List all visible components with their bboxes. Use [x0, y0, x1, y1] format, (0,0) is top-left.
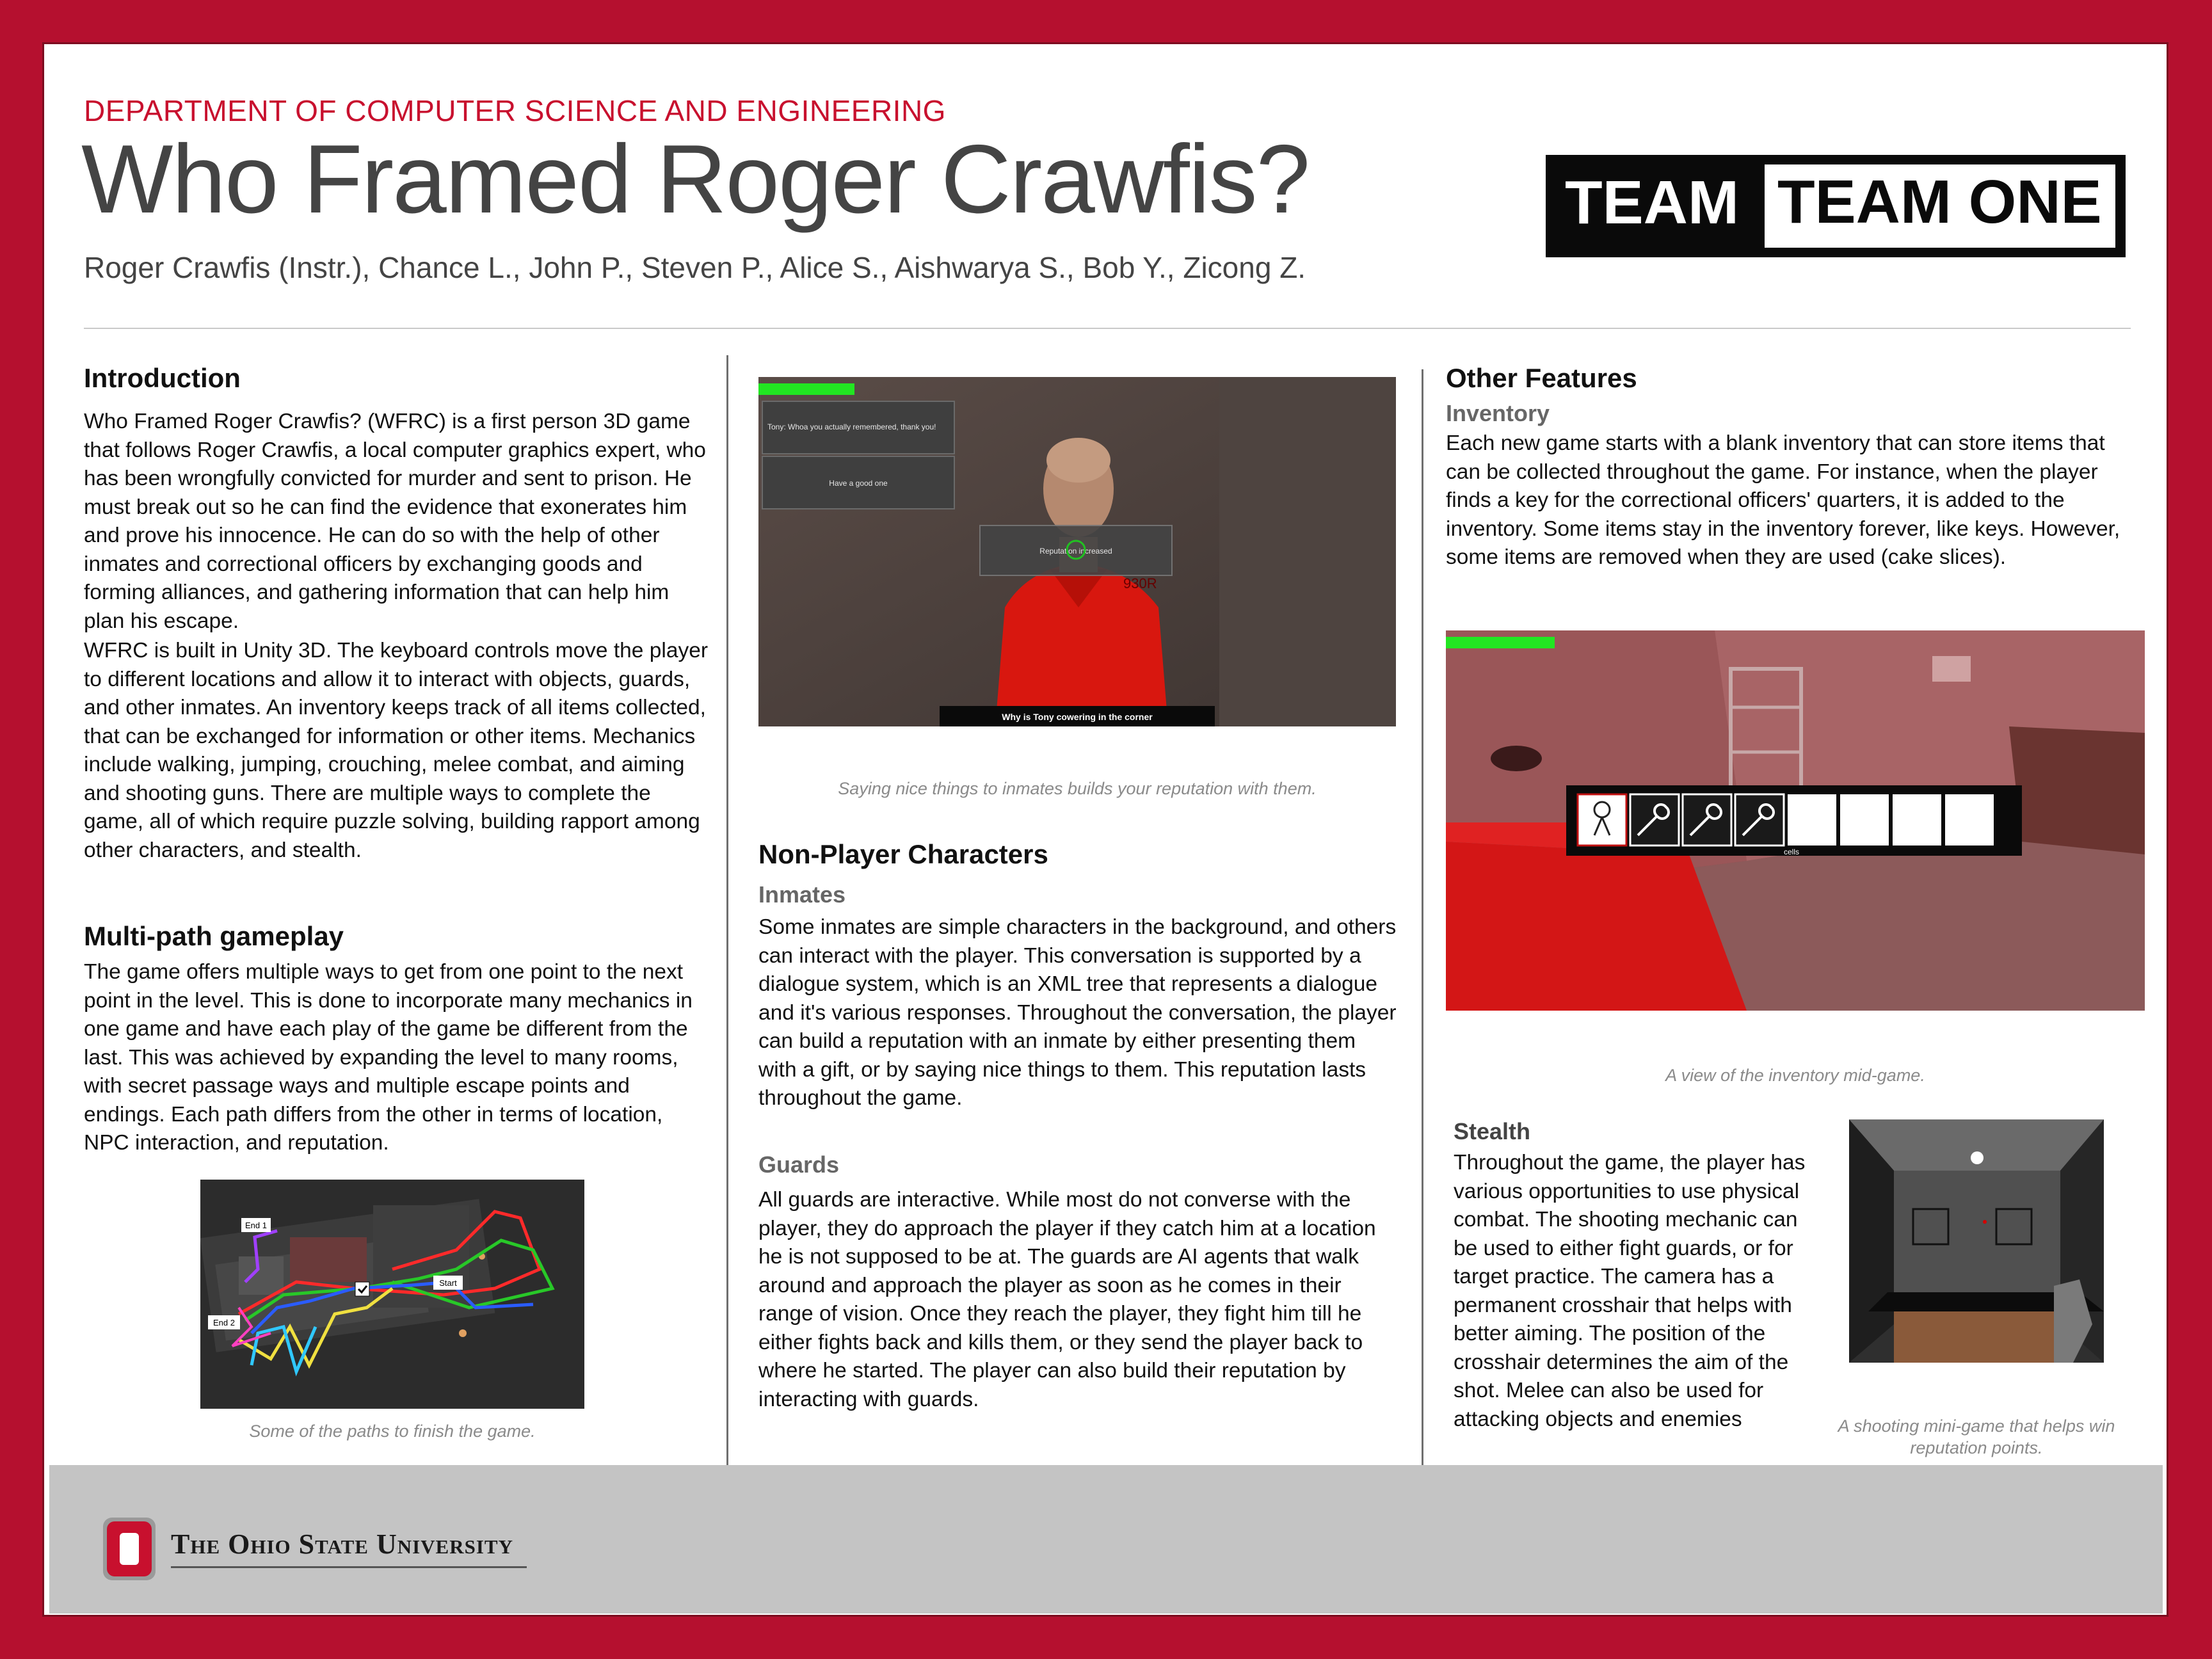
level-map-svg: [200, 1180, 584, 1409]
shooting-scene-svg: [1849, 1119, 2104, 1363]
column-divider-1: [726, 355, 728, 1469]
dialog-line-1: Tony: Whoa you actually remembered, thank you!: [767, 422, 936, 431]
ohio-state-o-logo: [103, 1518, 156, 1580]
shooting-caption: A shooting mini-game that helps win reputation points.: [1838, 1416, 2115, 1457]
inventory-heading: Inventory: [1446, 400, 1550, 426]
multipath-heading: Multi-path gameplay: [84, 921, 344, 951]
team-logo-right-box: [1765, 164, 2115, 248]
poster-title: Who Framed Roger Crawfis?: [81, 125, 1310, 234]
inmates-paragraph: Some inmates are simple characters in the background, and others can interact with the player. This conversation is supported by a dialogue system, which is an XML tree that represents a dialogue and it's various responses. Throughout the conversation, the player can build a reputation with an inmate by either presenting them with a gift, or by saying nice things to them. This reputation lasts throughout the game.: [758, 915, 1397, 1110]
level-map-image: [200, 1180, 584, 1409]
map-label-start: Start: [439, 1278, 457, 1288]
header-divider: [84, 328, 2131, 329]
subtitle-text: Why is Tony cowering in the corner: [1002, 712, 1153, 722]
inventory-slot-6: [1840, 794, 1889, 846]
health-bar: [758, 383, 854, 395]
guards-paragraph: All guards are interactive. While most do not converse with the player, they do approach the player if they catch him at a location he is not supposed to be at. The guards are AI agents that walk around and approach the player as soon as he comes in their range of vision. Once they reach the player, they fight him till he either fights back and kills them, or they send the player back to where he started. The player can also build their reputation by interacting with guards.: [758, 1188, 1376, 1411]
map-label-end2: End 2: [213, 1318, 235, 1327]
multipath-paragraph: The game offers multiple ways to get from one point to the next point in the level. This is done to incorporate many mechanics in one game and have each play of the game be different from the last. This was achieved by expanding the level to many rooms, with secret passage ways and multiple escape points and endings. Each path differs from the other in terms of location, NPC interaction, and reputation.: [84, 960, 693, 1155]
team-logo-right: TEAM ONE: [1777, 168, 2102, 236]
stealth-paragraph: Throughout the game, the player has various opportunities to use physical combat. The shooting mechanic can be used to either fight guards, or for target practice. The camera has a permanent crosshair that helps with better aiming. The position of the crosshair determines the aim of the shot. Melee can also be used for attacking objects and enemies: [1454, 1151, 1806, 1431]
reputation-screenshot: [758, 377, 1396, 726]
reputation-scene-svg: [758, 377, 1396, 726]
shooting-screenshot: [1849, 1119, 2104, 1363]
inmates-heading: Inmates: [758, 881, 846, 908]
team-logo-left: TEAM: [1565, 168, 1739, 237]
map-label-end1: End 1: [245, 1221, 267, 1230]
stealth-heading: Stealth: [1454, 1118, 1531, 1144]
guards-heading: Guards: [758, 1151, 840, 1178]
introduction-paragraph-2: WFRC is built in Unity 3D. The keyboard controls move the player to different locations and allow it to interact with objects, guards, and other inmates. An inventory keeps track of all items collected, that can be exchanged for information or other items. Mechanics include walking, jumping, crouching, melee combat, and aiming and shooting guns. There are multiple ways to complete the game, all of which require puzzle solving, building rapport among other characters, and stealth.: [84, 639, 708, 862]
inventory-screenshot: [1446, 630, 2145, 1011]
dialog-line-2: Have a good one: [829, 479, 888, 488]
inventory-health-bar: [1446, 637, 1555, 648]
department-label: DEPARTMENT OF COMPUTER SCIENCE AND ENGINEERING: [84, 94, 946, 127]
university-name: The Ohio State University: [171, 1528, 513, 1560]
inventory-paragraph: Each new game starts with a blank inventory that can store items that can be collected throughout the game. For instance, when the player finds a key for the correctional officers' quarters, it is added to the inventory. Some items stay in the inventory forever, like keys. However, some items are removed when they are used (cake slices).: [1446, 431, 2120, 569]
level-map-caption: Some of the paths to finish the game.: [249, 1422, 536, 1441]
reputation-popup: Reputation increased: [1039, 547, 1112, 556]
npc-heading: Non-Player Characters: [758, 839, 1048, 869]
poster-sheet: [42, 42, 2168, 1617]
inventory-item-label: cells: [1783, 847, 1800, 856]
footer-band: [49, 1465, 2163, 1614]
shooting-crosshair-icon: [1983, 1220, 1987, 1224]
inventory-caption: A view of the inventory mid-game.: [1665, 1066, 1925, 1085]
author-list: Roger Crawfis (Instr.), Chance L., John P., Steven P., Alice S., Aishwarya S., Bob Y., Zicong Z.: [84, 251, 1306, 284]
team-logo: [1546, 155, 2126, 257]
introduction-heading: Introduction: [84, 363, 241, 393]
inventory-slot-5: [1788, 794, 1836, 846]
other-features-heading: Other Features: [1446, 363, 1637, 393]
inmate-jersey-number: 930R: [1123, 575, 1157, 591]
introduction-paragraph-1: Who Framed Roger Crawfis? (WFRC) is a first person 3D game that follows Roger Crawfis, a local computer graphics expert, who has been wrongfully convicted for murder and sent to prison. He must break out so he can find the evidence that exonerates him and prove his innocence. He can do so with the help of other inmates and correctional officers by exchanging goods and forming alliances, and gathering information that can help him plan his escape.: [84, 410, 706, 633]
inventory-slot-8: [1945, 794, 1994, 846]
inventory-scene-svg: [1446, 630, 2145, 1011]
reputation-caption: Saying nice things to inmates builds your reputation with them.: [838, 779, 1317, 798]
university-underline: [171, 1566, 527, 1568]
column-divider-2: [1422, 369, 1423, 1483]
inventory-slot-7: [1893, 794, 1941, 846]
